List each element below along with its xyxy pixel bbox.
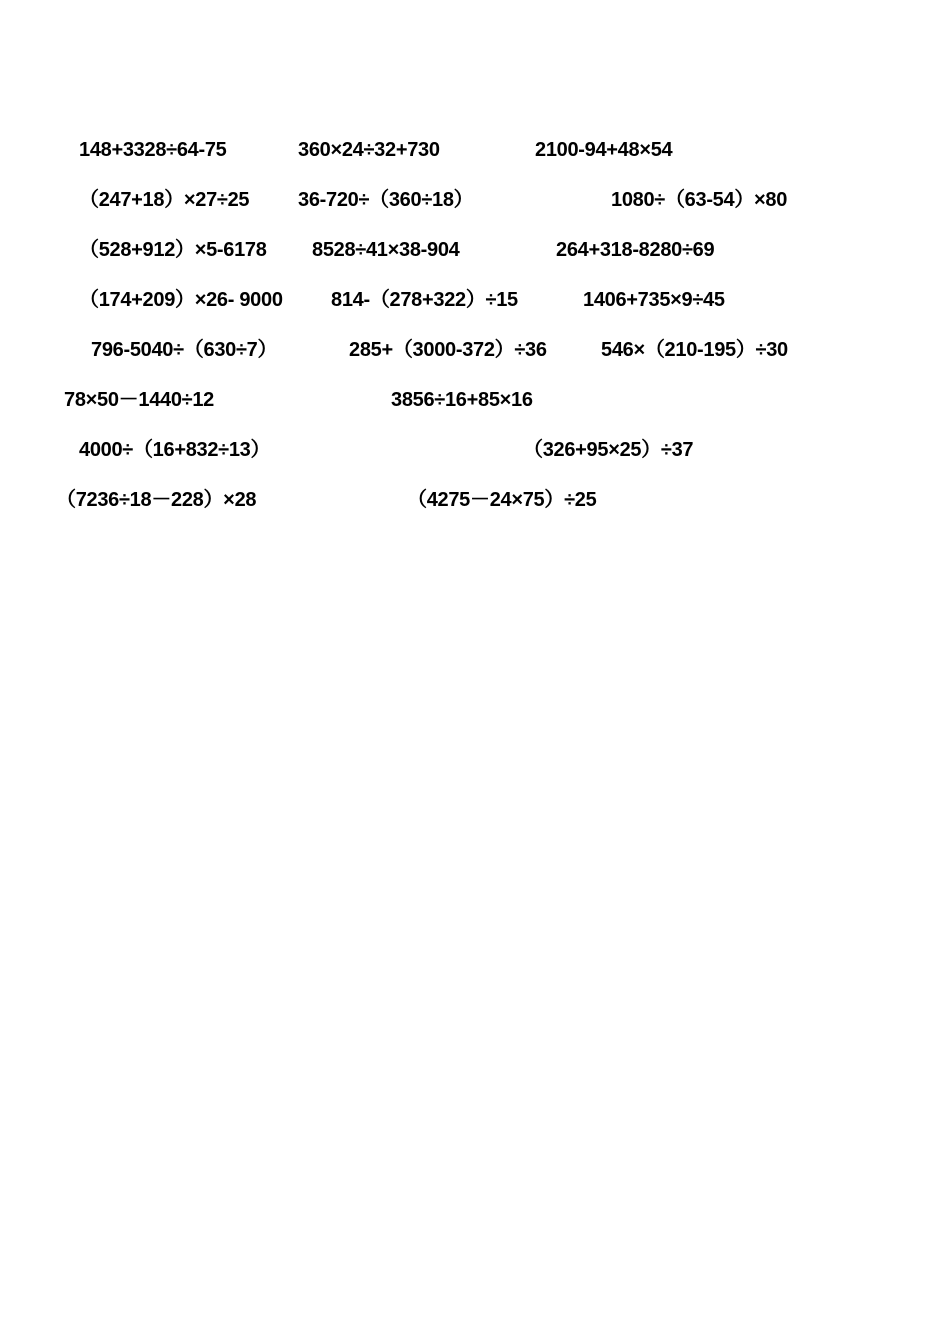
- expression: （326+95×25）÷37: [523, 439, 694, 461]
- expression: （174+209）×26- 9000: [79, 289, 283, 311]
- expression: （528+912）×5-6178: [79, 239, 267, 261]
- expression: 148+3328÷64-75: [79, 139, 227, 161]
- expression: 360×24÷32+730: [298, 139, 440, 161]
- expression: 36-720÷（360÷18）: [298, 189, 474, 211]
- expression: 264+318-8280÷69: [556, 239, 715, 261]
- expression: （7236÷18－228）×28: [56, 489, 257, 511]
- expression: 814-（278+322）÷15: [331, 289, 518, 311]
- expression: 1406+735×9÷45: [583, 289, 725, 311]
- expression: 1080÷（63-54）×80: [611, 189, 788, 211]
- expression: 78×50－1440÷12: [64, 389, 214, 411]
- expression: （247+18）×27÷25: [79, 189, 250, 211]
- expression: 285+（3000-372）÷36: [349, 339, 547, 361]
- expression: 4000÷（16+832÷13）: [79, 439, 271, 461]
- expression: 2100-94+48×54: [535, 139, 673, 161]
- expression: 546×（210-195）÷30: [601, 339, 788, 361]
- expression: 796-5040÷（630÷7）: [91, 339, 278, 361]
- expression: 3856÷16+85×16: [391, 389, 533, 411]
- expression: 8528÷41×38-904: [312, 239, 460, 261]
- expression: （4275－24×75）÷25: [407, 489, 597, 511]
